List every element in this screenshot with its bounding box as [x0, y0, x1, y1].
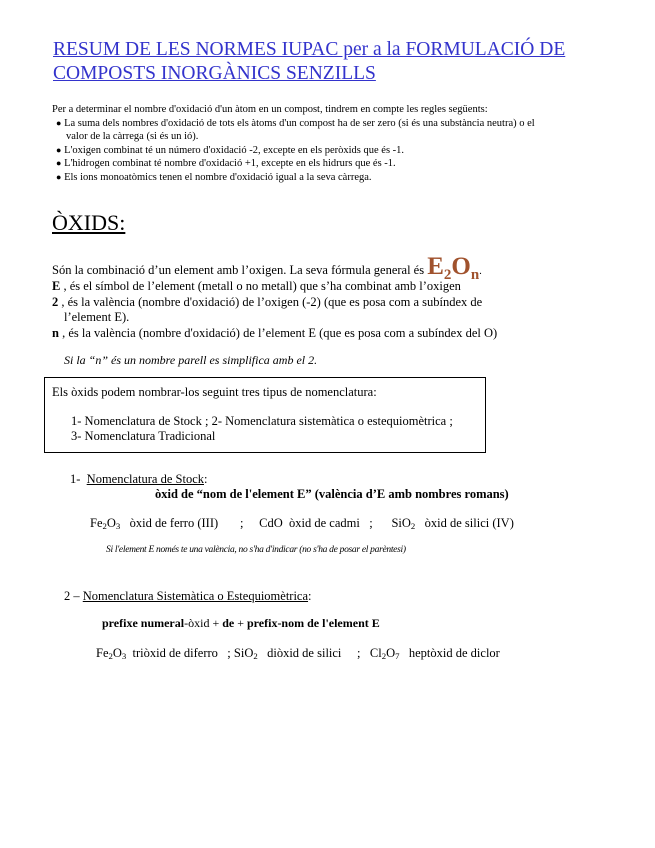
definition-text: Són la combinació d’un element amb l’oxigen. La seva fórmula general és — [52, 263, 425, 277]
title-line-1: RESUM DE LES NORMES IUPAC per a la FORMULACIÓ DE — [53, 39, 566, 60]
stock-examples: $Fe_2O_3$ òxid de ferro (III) ; CdO òxid de cadmi ; SiO$_2$ òxid de silici (IV) — [90, 516, 514, 531]
sist-example-1: $Fe_2O_3$ triòxid de diferro — [96, 646, 218, 661]
sistematica-examples: $Fe_2O_3$ triòxid de diferro ; SiO$_2$ diòxid de silici ; $Cl_2O_7$ heptòxid de diclor — [96, 646, 500, 661]
box-line-3: 3- Nomenclatura Tradicional — [71, 429, 216, 443]
oxids-heading: ÒXIDS: — [52, 210, 126, 235]
bullet-icon: ● — [56, 158, 62, 168]
sist-example-3: $Cl_2O_7$ heptòxid de diclor — [369, 646, 500, 661]
rule-2: ● L'oxigen combinat té un número d'oxidació -2, excepte en els peròxids que és -1. — [56, 145, 405, 156]
def-E: E , és el símbol de l’element (metall o no metall) que s’ha combinat amb l’oxigen — [52, 279, 461, 293]
sistematica-heading: 2 – Nomenclatura Sistemàtica o Estequiomètrica: — [64, 589, 312, 603]
rule-4: ● Els ions monoatòmics tenen el nombre d'oxidació igual a la seva càrrega. — [56, 172, 372, 183]
rule-1-cont: valor de la càrrega (si és un ió). — [66, 131, 199, 142]
def-2: 2 , és la valència (nombre d'oxidació) de l’oxigen (-2) (que es posa com a subíndex de — [52, 295, 483, 309]
nomenclature-box — [44, 377, 486, 453]
bullet-icon: ● — [56, 172, 62, 182]
bullet-icon: ● — [56, 118, 62, 128]
bullet-icon: ● — [56, 145, 62, 155]
rule-1: ● La suma dels nombres d'oxidació de tots els àtoms d'un compost ha de ser zero (si és una substància neutra) o el — [56, 118, 535, 129]
stock-example-3: SiO$_2$ òxid de silici (IV) — [391, 516, 514, 531]
general-formula: $E_2O_n$ — [427, 253, 480, 283]
stock-heading: 1- Nomenclatura de Stock: — [70, 472, 208, 486]
sist-example-2: SiO$_2$ diòxid de silici — [233, 646, 342, 661]
intro-text: Per a determinar el nombre d'oxidació d'un àtom en un compost, tindrem en compte les regles següents: — [52, 104, 488, 115]
stock-rule: òxid de “nom de l'element E” (valència d’E amb nombres romans) — [155, 487, 509, 501]
document-title-cont — [53, 62, 376, 86]
def-2-cont: l’element E). — [64, 310, 130, 324]
stock-note: Si l'element E només te una valència, no s'ha d'indicar (no s'ha de posar el parèntesi) — [106, 545, 406, 555]
document-title — [53, 38, 565, 62]
sistematica-rule: prefixe numeral-òxid + de + prefix-nom de l'element E — [102, 616, 380, 630]
rule-3: ● L'hidrogen combinat té nombre d'oxidació +1, excepte en els hidrurs que és -1. — [56, 158, 396, 169]
title-line-2: COMPOSTS INORGÀNICS SENZILLS — [53, 63, 376, 84]
def-n: n , és la valència (nombre d'oxidació) de l’element E (que es posa com a subíndex del O) — [52, 326, 498, 340]
stock-example-1: $Fe_2O_3$ òxid de ferro (III) — [90, 516, 219, 531]
simplify-note: Si la “n” és un nombre parell es simplifica amb el 2. — [64, 353, 318, 367]
box-line-2: 1- Nomenclatura de Stock ; 2- Nomenclatura sistemàtica o estequiomètrica ; — [71, 414, 453, 428]
stock-example-2: CdO òxid de cadmi — [259, 516, 360, 530]
box-line-1: Els òxids podem nombrar-los seguint tres tipus de nomenclatura: — [52, 385, 377, 399]
definition-line: Són la combinació d’un element amb l’oxigen. La seva fórmula general és $E_2O_n$. — [52, 253, 482, 283]
